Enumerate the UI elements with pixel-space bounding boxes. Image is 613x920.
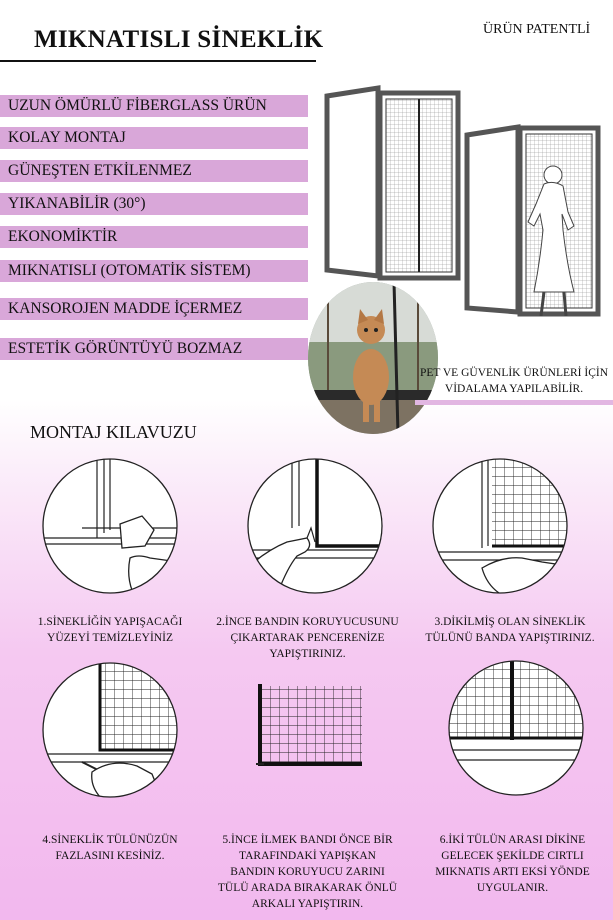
cat-photo (308, 282, 438, 434)
page-title: MIKNATISLI SİNEKLİK (34, 26, 324, 53)
guide-title: MONTAJ KILAVUZU (30, 422, 197, 442)
caption-line: YÜZEYİ TEMİZLEYİNİZ (47, 632, 173, 644)
caption-line: TARAFINDAKİ YAPIŞKAN (239, 850, 376, 862)
feature-fiberglass: UZUN ÖMÜRLÜ FİBERGLASS ÜRÜN (0, 95, 308, 117)
step-2-illustration (247, 458, 384, 595)
title-underline (0, 60, 316, 62)
pet-note-line-2: VİDALAMA YAPILABİLİR. (444, 383, 584, 395)
feature-washable: YIKANABİLİR (30°) (0, 193, 308, 215)
step-3-caption (410, 614, 610, 646)
caption-line: BANDIN KORUYUCU ZARINI (230, 866, 385, 878)
feature-aesthetic: ESTETİK GÖRÜNTÜYÜ BOZMAZ (0, 338, 308, 360)
caption-line: ARKALI YAPIŞTIRIN. (251, 898, 364, 910)
step-1-caption (20, 614, 200, 646)
step-2-caption (205, 614, 410, 662)
pet-note-line-1: PET VE GÜVENLİK ÜRÜNLERİ İÇİN (419, 367, 609, 379)
step-5-caption (205, 832, 410, 912)
step-4-caption (20, 832, 200, 864)
step-6-caption (415, 832, 610, 896)
caption-line: TÜLÜ ARADA BIRAKARAK ÖNLÜ (217, 882, 398, 894)
step-3-illustration (432, 458, 569, 595)
step-6-illustration (448, 660, 585, 797)
feature-sun-resistant: GÜNEŞTEN ETKİLENMEZ (0, 160, 308, 182)
caption-line: UYGULANIR. (476, 882, 549, 894)
caption-line: 3.DİKİLMİŞ OLAN SİNEKLİK (434, 616, 586, 628)
caption-line: MIKNATIS ARTI EKSİ YÖNDE (435, 866, 590, 878)
feature-non-carcinogenic: KANSOROJEN MADDE İÇERMEZ (0, 298, 308, 320)
caption-line: 1.SİNEKLİĞİN YAPIŞACAĞI (37, 616, 183, 628)
caption-line: 4.SİNEKLİK TÜLÜNÜZÜN (42, 834, 178, 846)
pet-note (415, 365, 613, 397)
caption-line: ÇIKARTARAK PENCERENİZE (230, 632, 385, 644)
caption-line: 6.İKİ TÜLÜN ARASI DİKİNE (439, 834, 586, 846)
caption-line: GELECEK ŞEKİLDE CIRTLI (441, 850, 584, 862)
caption-line: 5.İNCE İLMEK BANDI ÖNCE BİR (222, 834, 393, 846)
caption-line: FAZLASINI KESİNİZ. (55, 850, 165, 862)
caption-line: TÜLÜNÜ BANDA YAPIŞTIRINIZ. (425, 632, 595, 644)
feature-magnetic: MIKNATISLI (OTOMATİK SİSTEM) (0, 260, 308, 282)
feature-easy-install: KOLAY MONTAJ (0, 127, 308, 149)
step-5-illustration (252, 680, 364, 772)
feature-economic: EKONOMİKTİR (0, 226, 308, 248)
step-1-illustration (42, 458, 179, 595)
patent-label: ÜRÜN PATENTLİ (483, 22, 591, 37)
caption-line: 2.İNCE BANDIN KORUYUCUSUNU (216, 616, 399, 628)
caption-line: YAPIŞTIRINIZ. (269, 648, 346, 660)
step-4-illustration (42, 662, 179, 799)
pet-note-bar (415, 400, 613, 405)
